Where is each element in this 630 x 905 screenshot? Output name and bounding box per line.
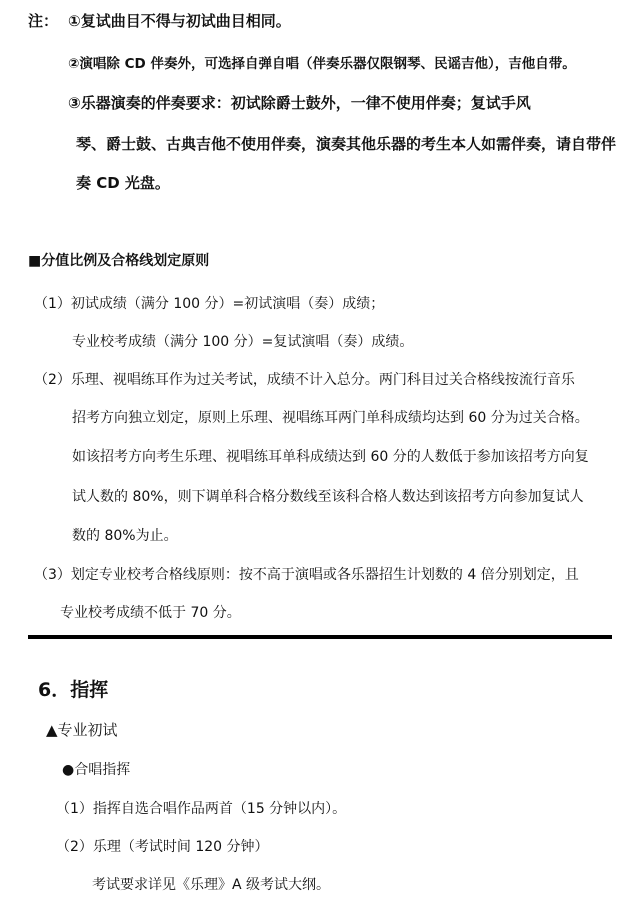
section-6-bullet: ●合唱指挥 — [62, 762, 131, 778]
note-label: 注： — [28, 12, 59, 30]
scoring-item-2-line-4: 试人数的 80%，则下调单科合格分数线至该科合格人数达到该招考方向参加复试人 — [72, 489, 584, 505]
section-6-item-1: （1）指挥自选合唱作品两首（15 分钟以内）。 — [56, 801, 347, 817]
scoring-item-2-line-3: 如该招考方向考生乐理、视唱练耳单科成绩达到 60 分的人数低于参加该招考方向复 — [72, 449, 589, 465]
scoring-heading: ■分值比例及合格线划定原则 — [28, 253, 210, 269]
section-divider — [28, 635, 612, 639]
scoring-item-1-line-2: 专业校考成绩（满分 100 分）=复试演唱（奏）成绩。 — [72, 334, 414, 350]
scoring-item-1-line-1: （1）初试成绩（满分 100 分）=初试演唱（奏）成绩； — [34, 296, 385, 312]
note-2: ②演唱除 CD 伴奏外，可选择自弹自唱（伴奏乐器仅限钢琴、民谣吉他），吉他自带。 — [68, 56, 576, 72]
note-3-line-3: 奏 CD 光盘。 — [76, 174, 170, 192]
note-3-line-1: ③乐器演奏的伴奏要求：初试除爵士鼓外，一律不使用伴奏；复试手风 — [68, 94, 531, 112]
scoring-item-3-line-2: 专业校考成绩不低于 70 分。 — [60, 605, 241, 621]
section-6-item-2: （2）乐理（考试时间 120 分钟） — [56, 839, 269, 855]
scoring-item-2-line-2: 招考方向独立划定，原则上乐理、视唱练耳两门单科成绩均达到 60 分为过关合格。 — [72, 410, 589, 426]
scoring-item-2-line-5: 数的 80%为止。 — [72, 528, 178, 544]
section-6-item-2-note: 考试要求详见《乐理》A 级考试大纲。 — [92, 877, 331, 893]
scoring-item-3-line-1: （3）划定专业校考合格线原则：按不高于演唱或各乐器招生计划数的 4 倍分别划定，且 — [34, 567, 579, 583]
section-6-title: 6．指挥 — [38, 679, 109, 701]
note-1: ①复试曲目不得与初试曲目相同。 — [68, 12, 291, 30]
note-3-line-2: 琴、爵士鼓、古典吉他不使用伴奏，演奏其他乐器的考生本人如需伴奏，请自带伴 — [76, 135, 617, 153]
scoring-item-2-line-1: （2）乐理、视唱练耳作为过关考试，成绩不计入总分。两门科目过关合格线按流行音乐 — [34, 372, 575, 388]
section-6-subheading: ▲专业初试 — [46, 721, 118, 739]
